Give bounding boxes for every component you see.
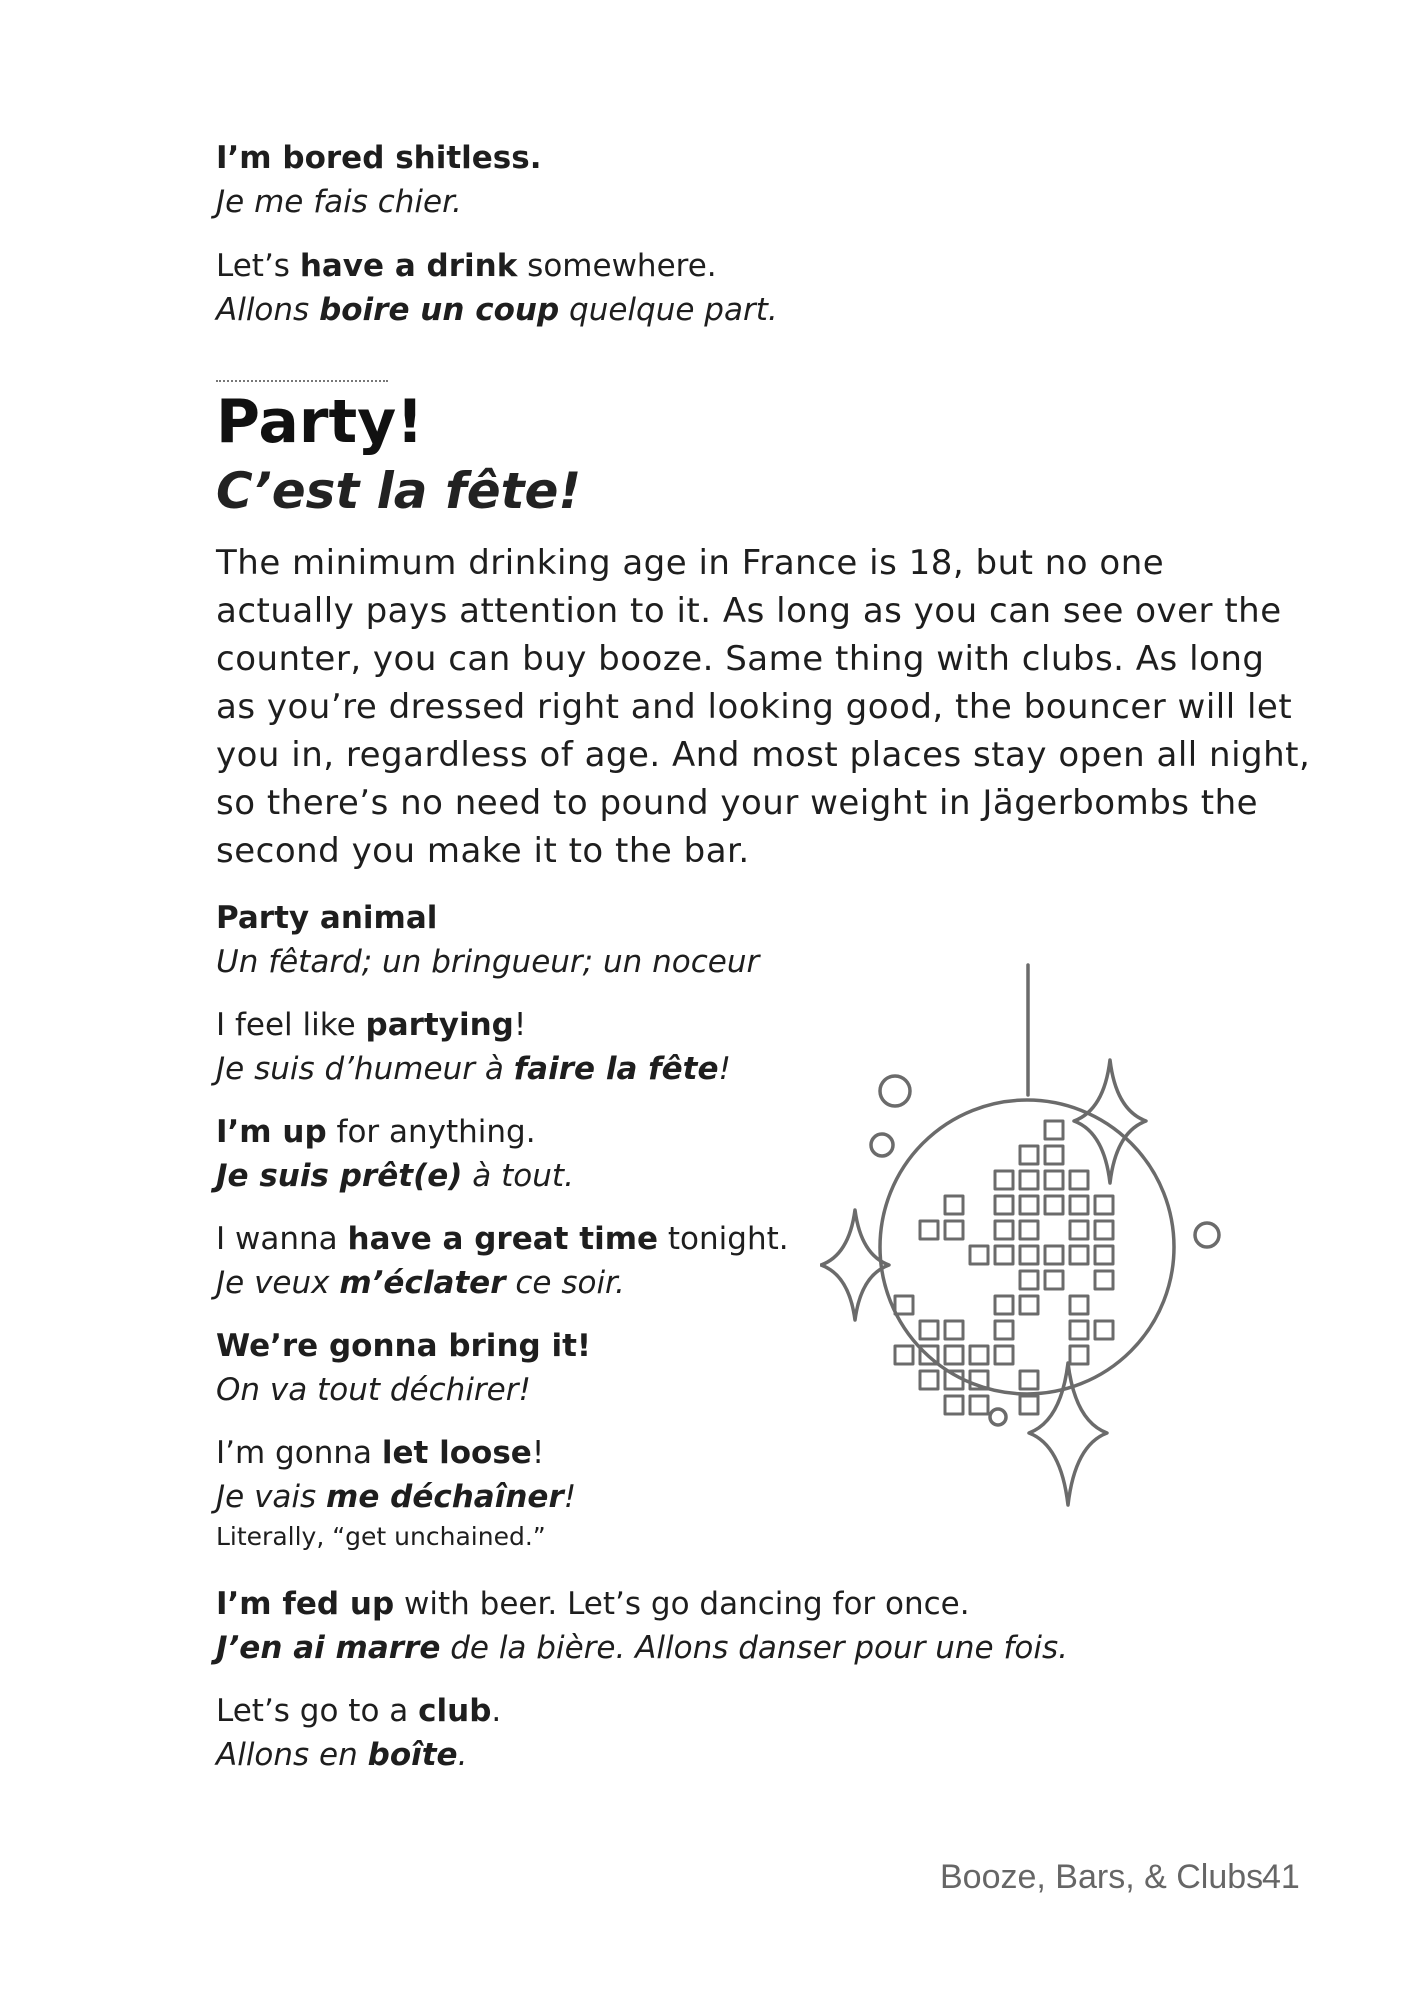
disco-tile — [1045, 1196, 1063, 1214]
disco-tile — [1070, 1346, 1088, 1364]
phrase-partying — [216, 1003, 731, 1091]
text-run: somewhere. — [517, 248, 717, 284]
phrase-french — [216, 940, 759, 984]
text-run: Un fêtard; un bringueur; un noceur — [216, 944, 760, 980]
section-subtitle: C’est la fête! — [216, 462, 582, 520]
phrase-party-animal — [216, 896, 759, 984]
disco-tile — [945, 1321, 963, 1339]
phrase-french — [216, 1368, 591, 1412]
emphasized-text: m’éclater — [339, 1265, 506, 1301]
emphasized-text: I’m up — [216, 1114, 327, 1150]
phrase-drink — [216, 244, 778, 332]
disco-tile — [1095, 1246, 1113, 1264]
text-run: ! — [563, 1479, 577, 1515]
phrase-english — [216, 136, 542, 180]
disco-tile — [1020, 1196, 1038, 1214]
text-run: ce soir. — [505, 1265, 625, 1301]
disco-tile — [995, 1171, 1013, 1189]
phrase-english — [216, 1582, 1068, 1626]
disco-tile — [1020, 1396, 1038, 1414]
phrase-let-loose — [216, 1431, 576, 1555]
disco-tile — [1095, 1271, 1113, 1289]
disco-tile — [1070, 1221, 1088, 1239]
phrase-fed-up — [216, 1582, 1068, 1670]
disco-tile — [1070, 1171, 1088, 1189]
emphasized-text: Party animal — [216, 900, 438, 936]
phrase-english — [216, 244, 778, 288]
phrase-bored — [216, 136, 542, 224]
section-paragraph: The minimum drinking age in France is 18, but no one actually pays attention to it. As long as you can see over the counter, you can buy booze. Same thing with clubs. As long as you’re dressed right and looking good, the bouncer will let you in, regardless of age. And most places stay open all night, so there’s no need to pound your weight in Jägerbombs the second you make it to the bar. — [216, 543, 1311, 871]
phrase-french — [216, 1475, 576, 1519]
disco-tile — [970, 1346, 988, 1364]
disco-tile — [920, 1321, 938, 1339]
disco-tile — [1070, 1196, 1088, 1214]
phrase-french — [216, 1733, 501, 1777]
phrase-up-for-anything — [216, 1110, 574, 1198]
disco-tile — [945, 1346, 963, 1364]
disco-tile — [995, 1196, 1013, 1214]
text-run: I’m gonna — [216, 1435, 382, 1471]
phrase-french — [216, 1626, 1068, 1670]
disco-tile — [945, 1221, 963, 1239]
text-run: ! — [718, 1051, 731, 1087]
emphasized-text: boire un coup — [319, 292, 560, 328]
disco-tile — [995, 1346, 1013, 1364]
disco-tile — [970, 1396, 988, 1414]
disco-tile — [895, 1346, 913, 1364]
text-run: ! — [531, 1435, 545, 1471]
text-run: tonight. — [658, 1221, 789, 1257]
emphasized-text: have a drink — [299, 248, 518, 284]
text-run: Let’s go to a — [216, 1693, 419, 1729]
phrase-french — [216, 1154, 574, 1198]
running-footer-section: Booze, Bars, & Clubs — [940, 1858, 1264, 1896]
disco-tile — [920, 1371, 938, 1389]
disco-tile — [1020, 1246, 1038, 1264]
emphasized-text: club — [418, 1693, 492, 1729]
phrase-french — [216, 1047, 731, 1091]
text-run: . — [491, 1693, 502, 1729]
emphasized-text: partying — [365, 1007, 514, 1043]
emphasized-text: let loose — [381, 1435, 532, 1471]
disco-tile — [995, 1221, 1013, 1239]
phrase-english — [216, 1110, 574, 1154]
disco-ball-icon — [820, 955, 1240, 1545]
text-run: Je suis d’humeur à — [216, 1051, 514, 1087]
emphasized-text: have a great time — [347, 1221, 659, 1257]
text-run: On va tout déchirer! — [216, 1372, 531, 1408]
phrase-note: Literally, “get unchained.” — [216, 1522, 546, 1551]
phrase-french — [216, 288, 778, 332]
phrase-english — [216, 1217, 789, 1261]
disco-tile — [1070, 1296, 1088, 1314]
disco-tile — [1095, 1196, 1113, 1214]
text-run: Je vais — [216, 1479, 327, 1515]
text-run: Allons — [216, 292, 320, 328]
emphasized-text: I’m bored shitless. — [216, 140, 542, 176]
disco-tile — [1045, 1246, 1063, 1264]
phrase-club — [216, 1689, 501, 1777]
disco-tile — [920, 1221, 938, 1239]
disco-tile — [1095, 1321, 1113, 1339]
phrase-french — [216, 180, 542, 224]
disco-ball-tiles — [895, 1121, 1113, 1414]
text-run: Let’s — [216, 248, 300, 284]
phrase-english — [216, 1324, 591, 1368]
disco-tile — [995, 1321, 1013, 1339]
emphasized-text: faire la fête — [513, 1051, 719, 1087]
disco-ball-icon-strokes — [821, 965, 1219, 1505]
emphasized-text: Je suis prêt(e) — [216, 1158, 463, 1194]
disco-tile — [1045, 1146, 1063, 1164]
page-number: 41 — [1262, 1858, 1300, 1896]
disco-tile — [1045, 1121, 1063, 1139]
disco-tile — [1045, 1271, 1063, 1289]
disco-tile — [995, 1246, 1013, 1264]
emphasized-text: J’en ai marre — [216, 1630, 441, 1666]
text-run: ! — [513, 1007, 527, 1043]
text-run: Je veux — [216, 1265, 340, 1301]
text-run: I feel like — [216, 1007, 366, 1043]
disco-tile — [895, 1296, 913, 1314]
text-run: for anything. — [326, 1114, 536, 1150]
text-run: . — [457, 1737, 468, 1773]
section-divider — [216, 380, 388, 382]
disco-tile — [1020, 1296, 1038, 1314]
phrase-english — [216, 1003, 731, 1047]
text-run: à tout. — [462, 1158, 574, 1194]
text-run: Allons en — [216, 1737, 368, 1773]
emphasized-text: boîte — [367, 1737, 458, 1773]
disco-tile — [1020, 1371, 1038, 1389]
section-title: Party! — [216, 387, 424, 457]
text-run: de la bière. Allons danser pour une fois. — [440, 1630, 1068, 1666]
phrase-bring-it — [216, 1324, 591, 1412]
disco-tile — [995, 1296, 1013, 1314]
disco-tile — [945, 1196, 963, 1214]
emphasized-text: I’m fed up — [216, 1586, 395, 1622]
text-run: I wanna — [216, 1221, 348, 1257]
disco-tile — [1045, 1171, 1063, 1189]
phrase-english — [216, 1431, 576, 1475]
disco-tile — [1020, 1271, 1038, 1289]
disco-tile — [970, 1246, 988, 1264]
phrase-french — [216, 1261, 789, 1305]
disco-tile — [1020, 1146, 1038, 1164]
disco-tile — [1070, 1321, 1088, 1339]
emphasized-text: me déchaîner — [326, 1479, 564, 1515]
phrase-great-time — [216, 1217, 789, 1305]
phrase-english — [216, 896, 759, 940]
emphasized-text: We’re gonna bring it! — [216, 1328, 592, 1364]
disco-tile — [1020, 1221, 1038, 1239]
disco-tile — [1020, 1171, 1038, 1189]
disco-tile — [1070, 1246, 1088, 1264]
text-run: quelque part. — [559, 292, 778, 328]
text-run: with beer. Let’s go dancing for once. — [394, 1586, 970, 1622]
disco-tile — [1095, 1221, 1113, 1239]
phrase-english — [216, 1689, 501, 1733]
disco-tile — [945, 1396, 963, 1414]
text-run: Je me fais chier. — [216, 184, 462, 220]
